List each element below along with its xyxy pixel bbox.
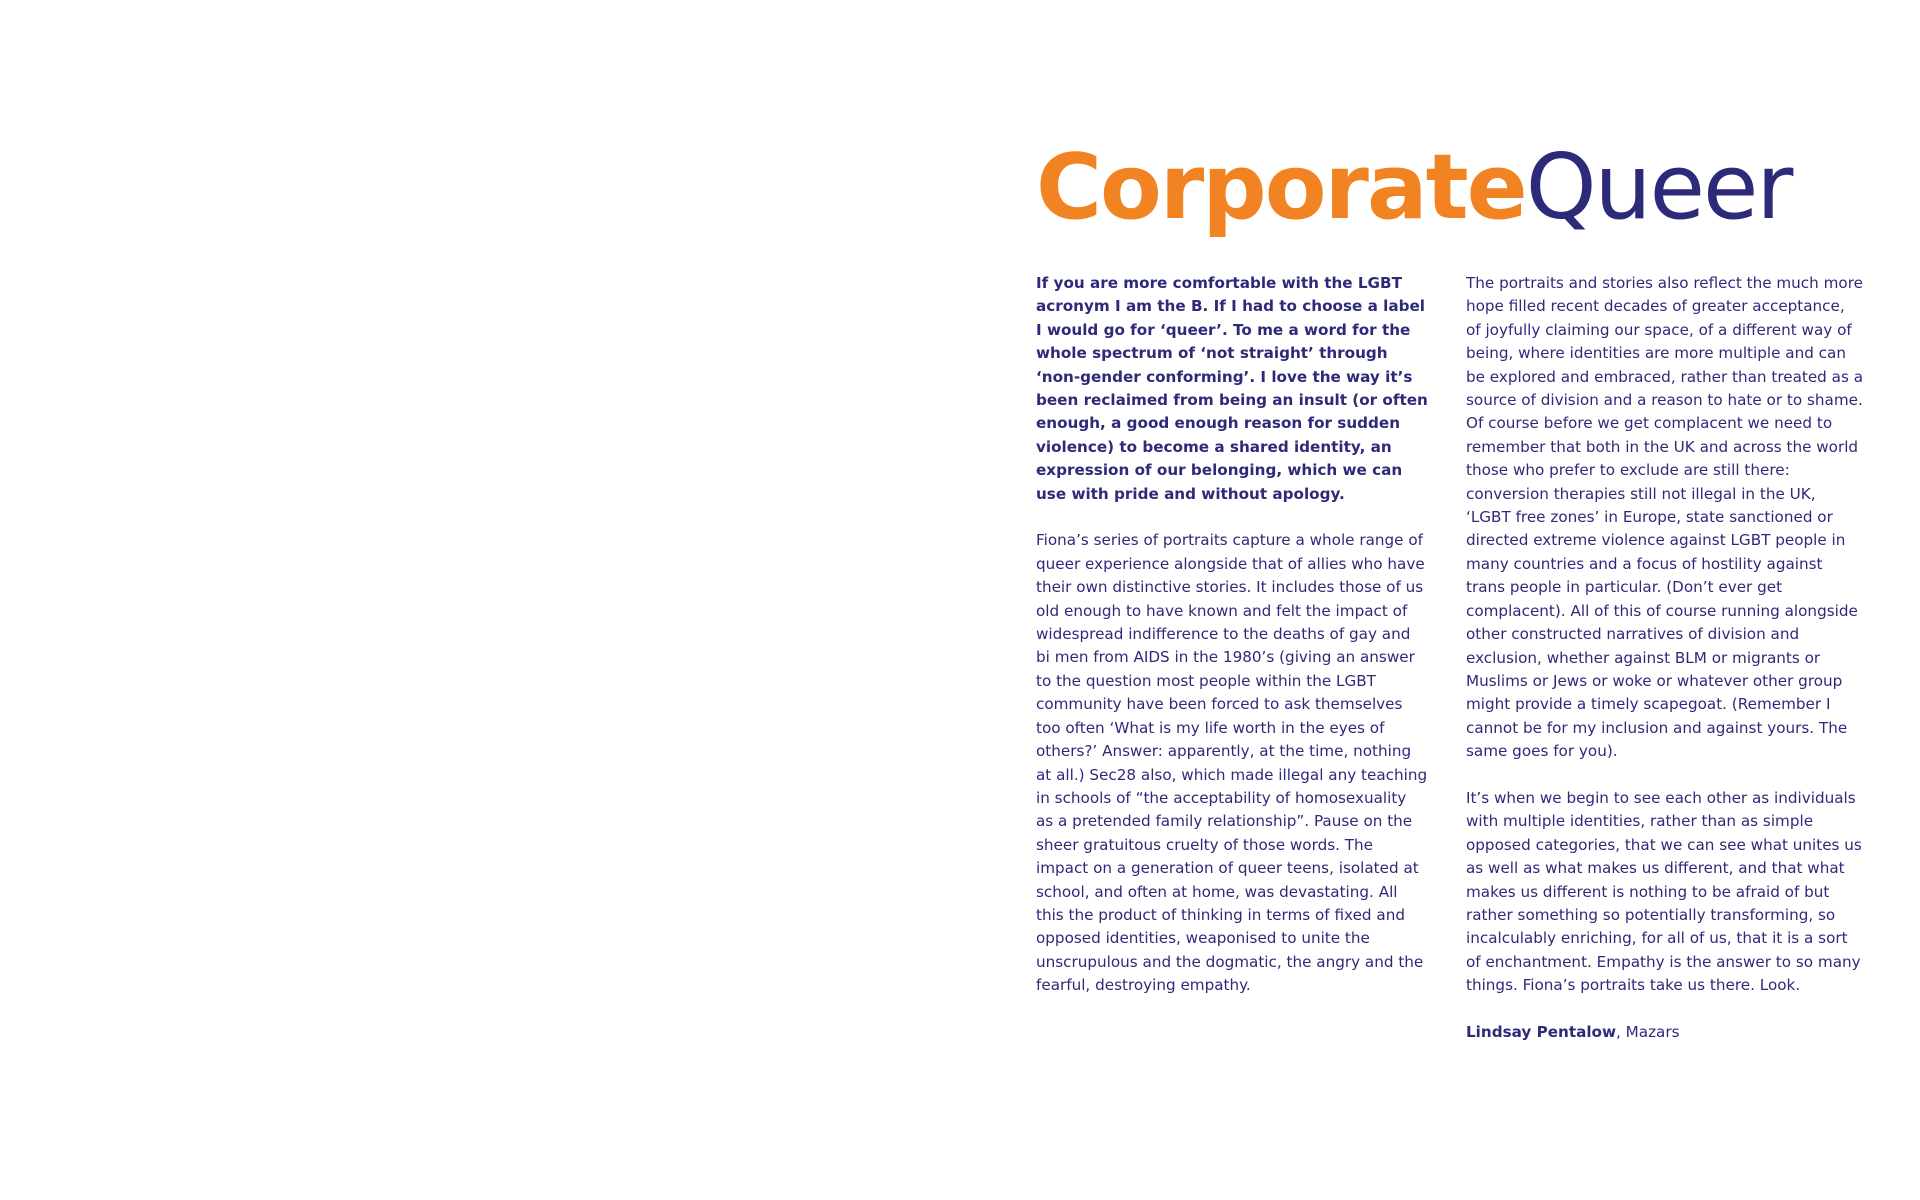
- signature-name: Lindsay Pentalow: [1466, 1022, 1616, 1041]
- body-paragraph: It’s when we begin to see each other as individuals with multiple identities, rather than as simple opposed categories, that we can see what unites us as well as what makes us different, and that what makes us different is nothing to be afraid of but rather something so potentially transforming, so incalculably enriching, for all of us, that it is a sort of enchantment. Empathy is the answer to so many things. Fiona’s portraits take us there. Look.: [1466, 788, 1862, 995]
- signature: [1466, 1021, 1864, 1044]
- title-corporate: Corporate: [1036, 135, 1526, 240]
- body-paragraph: Fiona’s series of portraits capture a whole range of queer experience alongside that of allies who have their own distinctive stories. It includes those of us old enough to have known and felt the impact of widespread indifference to the deaths of gay and bi men from AIDS in the 1980’s (giving an answer to the question most people within the LGBT community have been forced to ask themselves too often ‘What is my life worth in the eyes of others?’ Answer: apparently, at the time, nothing at all.) Sec28 also, which made illegal any teaching in schools of “the acceptability of homosexuality as a pretended family relationship”. Pause on the sheer gratuitous cruelty of those words. The impact on a generation of queer teens, isolated at school, and often at home, was devastating. All this the product of thinking in terms of fixed and opposed identities, weaponised to unite the unscrupulous and the dogmatic, the angry and the fearful, destroying empathy.: [1036, 531, 1428, 995]
- body-paragraph: The portraits and stories also reflect the much more hope filled recent decades of greater acceptance, of joyfully claiming our space, of a different way of being, where identities are more multiple and can be explored and embraced, rather than treated as a source of division and a reason to hate or to shame. Of course before we get complacent we need to remember that both in the UK and across the world those who prefer to exclude are still there: conversion therapies still not illegal in the UK, ‘LGBT free zones’ in Europe, state sanctioned or directed extreme violence against LGBT people in many countries and a focus of hostility against trans people in particular. (Don’t ever get complacent). All of this of course running alongside other constructed narratives of division and exclusion, whether against BLM or migrants or Muslims or Jews or woke or whatever other group might provide a timely scapegoat. (Remember I cannot be for my inclusion and against yours. The same goes for you).: [1466, 274, 1863, 761]
- title-queer: Queer: [1525, 135, 1792, 240]
- page-title: [1036, 128, 1791, 248]
- left-column: [1036, 272, 1428, 1021]
- lead-paragraph: If you are more comfortable with the LGBT acronym I am the B. If I had to choose a label I would go for ‘queer’. To me a word for the whole spectrum of ‘not straight’ through ‘non-gender conforming’. I love the way it’s been reclaimed from being an insult (or often enough, a good enough reason for sudden violence) to become a shared identity, an expression of our belonging, which we can use with pride and without apology.: [1036, 274, 1428, 503]
- right-column: [1466, 272, 1864, 1068]
- signature-org: , Mazars: [1616, 1022, 1680, 1041]
